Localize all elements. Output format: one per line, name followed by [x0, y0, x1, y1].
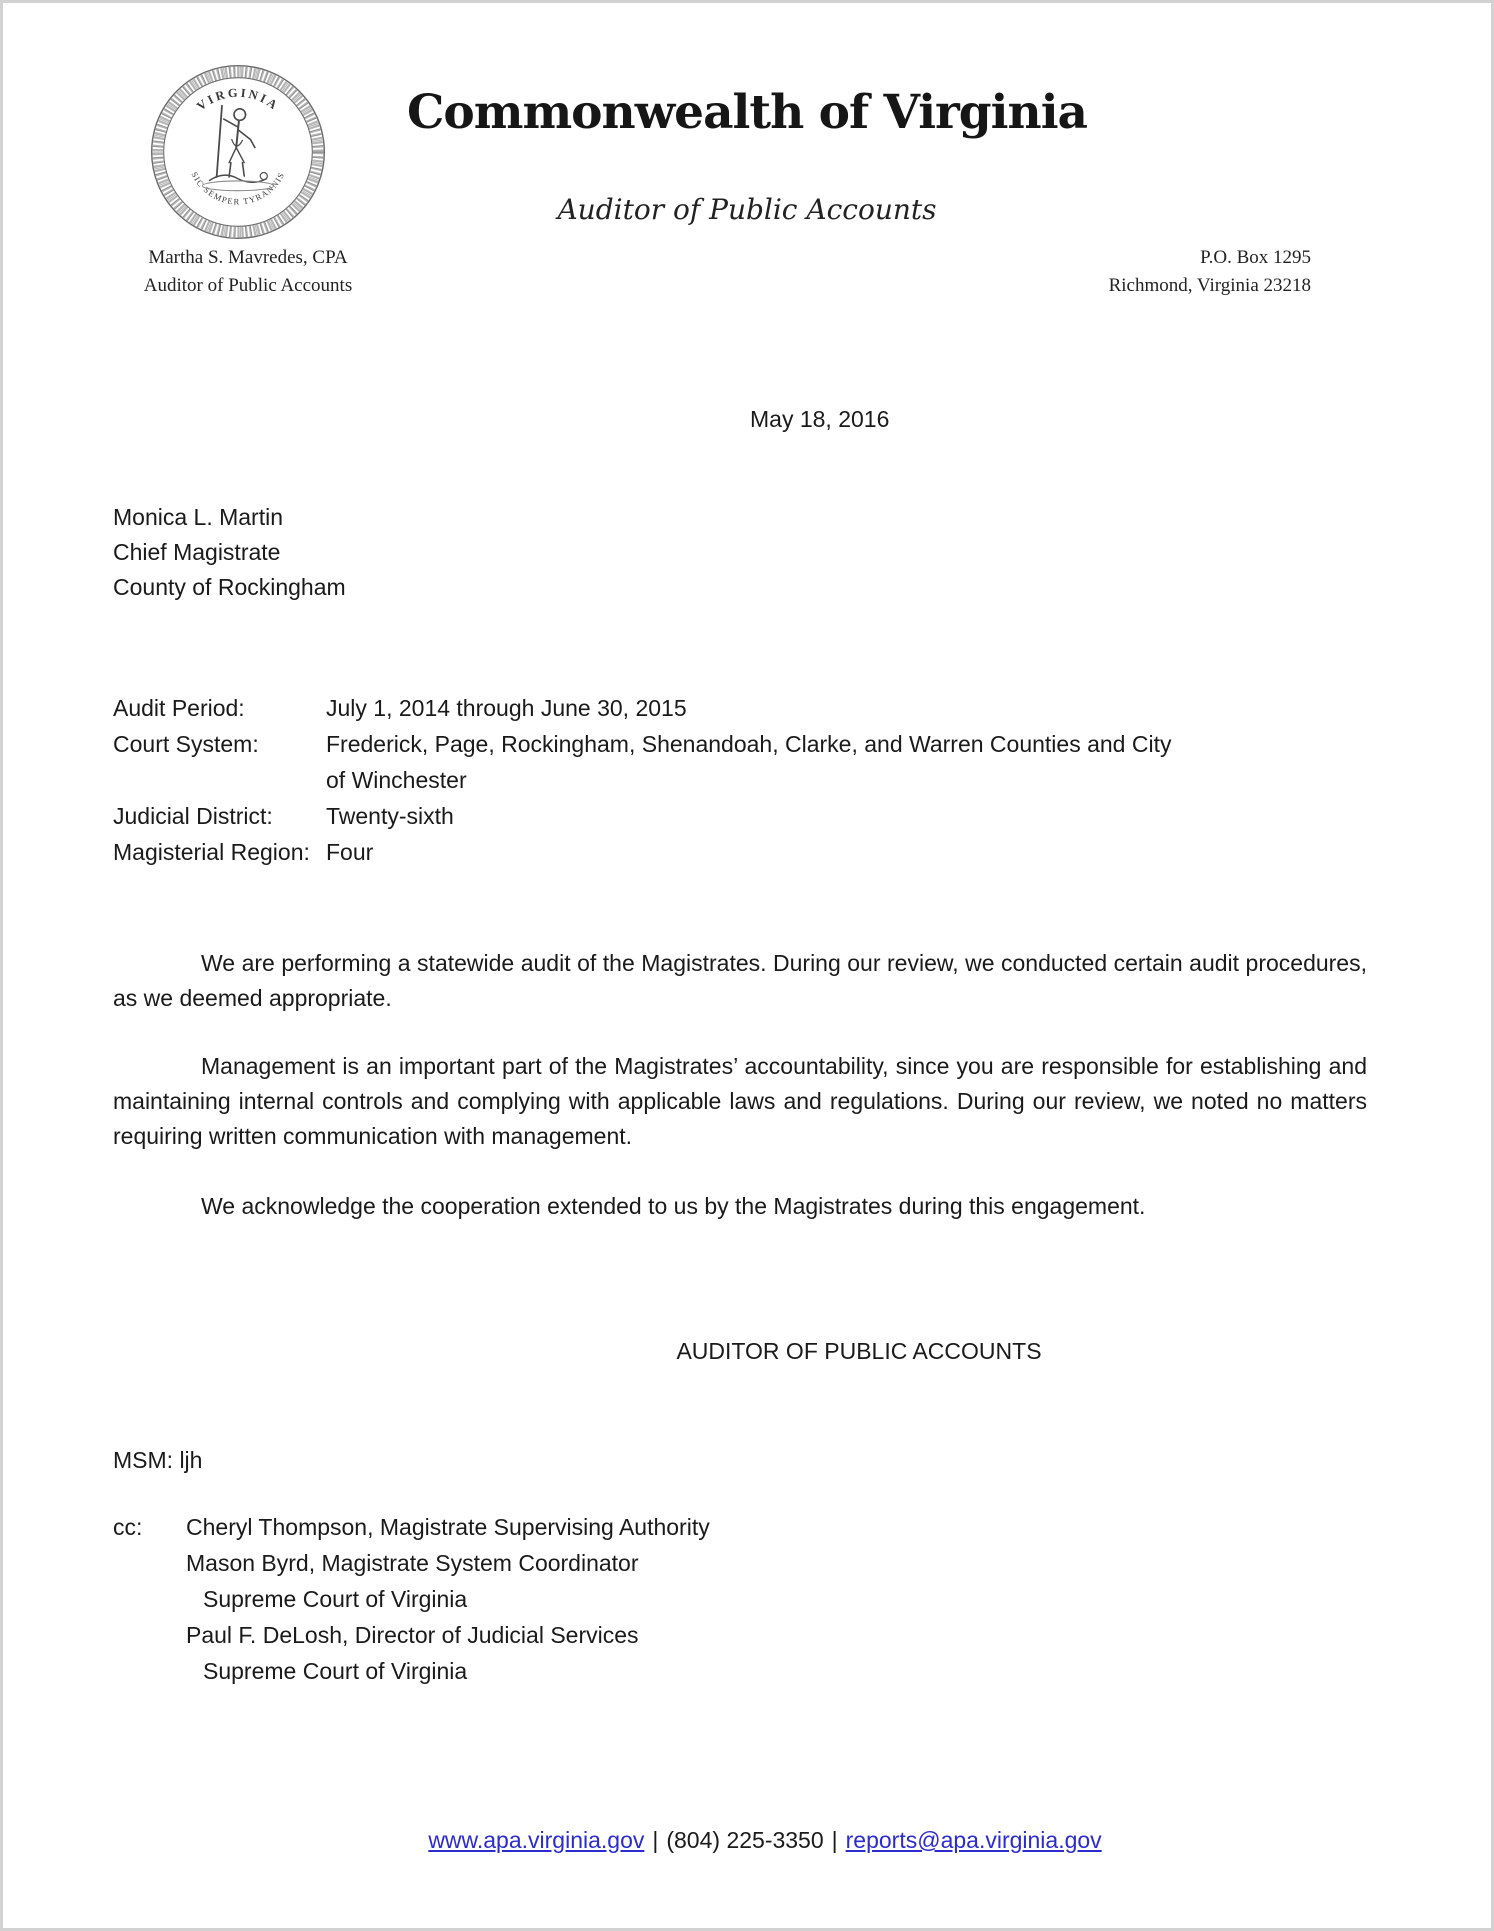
office-address-block: [1109, 244, 1311, 300]
detail-label: Magisterial Region:: [113, 839, 310, 865]
detail-row-audit-period: [113, 690, 1367, 726]
email-link[interactable]: reports@apa.virginia.gov: [845, 1827, 1102, 1853]
detail-value: July 1, 2014 through June 30, 2015: [326, 695, 687, 721]
cc-label: cc:: [113, 1514, 143, 1540]
footer-contact-line: [21, 1823, 1494, 1858]
cc-entry: Mason Byrd, Magistrate System Coordinator: [186, 1550, 639, 1576]
letter-date: May 18, 2016: [750, 406, 890, 432]
footer-separator: |: [652, 1827, 659, 1853]
body-paragraph-2: Management is an important part of the Magistrates’ accountability, since you are responsible for establishing and maintaining internal controls and complying with applicable laws and regulations. During our review, we noted no matters requiring written communication with management.: [113, 1053, 1367, 1149]
detail-label: Audit Period:: [113, 695, 245, 721]
cc-entry-suborg: Supreme Court of Virginia: [203, 1658, 468, 1684]
website-link[interactable]: www.apa.virginia.gov: [428, 1827, 645, 1853]
cc-entry: Paul F. DeLosh, Director of Judicial Services: [186, 1622, 639, 1648]
cc-block: [113, 1509, 710, 1689]
cc-entries: [186, 1509, 710, 1689]
officer-title: Auditor of Public Accounts: [143, 275, 353, 296]
audit-details: [113, 690, 1367, 870]
recipient-name: Monica L. Martin: [113, 504, 284, 530]
cc-entry-suborg: Supreme Court of Virginia: [203, 1586, 468, 1612]
detail-row-court-system: [113, 726, 1367, 798]
letterhead-subtitle: Auditor of Public Accounts: [557, 193, 937, 226]
address-line-1: P.O. Box 1295: [1200, 247, 1311, 268]
recipient-title: Chief Magistrate: [113, 539, 281, 565]
body-paragraph-3: We acknowledge the cooperation extended to us by the Magistrates during this engagement.: [201, 1193, 1146, 1219]
officer-block: [107, 244, 389, 300]
detail-value: of Winchester: [326, 767, 467, 793]
detail-label: Judicial District:: [113, 803, 273, 829]
seal-top-text: VIRGINIA: [194, 85, 282, 114]
signature-organization: AUDITOR OF PUBLIC ACCOUNTS: [676, 1338, 1042, 1364]
recipient-org: County of Rockingham: [113, 574, 346, 600]
phone-number: (804) 225-3350: [666, 1827, 824, 1853]
detail-row-magisterial-region: [113, 834, 1367, 870]
cc-entry: Cheryl Thompson, Magistrate Supervising Authority: [186, 1514, 710, 1540]
reference-initials: MSM: ljh: [113, 1447, 203, 1473]
letterhead-title: Commonwealth of Virginia: [406, 85, 1088, 140]
recipient-block: [113, 500, 346, 605]
detail-label: Court System:: [113, 731, 259, 757]
address-line-2: Richmond, Virginia 23218: [1108, 275, 1311, 296]
body-paragraph-1: We are performing a statewide audit of the Magistrates. During our review, we conducted certain audit procedures, as we deemed appropriate.: [113, 950, 1367, 1011]
officer-name: Martha S. Mavredes, CPA: [148, 247, 348, 268]
detail-value: Four: [326, 839, 374, 865]
seal-bottom-text: SIC SEMPER TYRANNIS: [189, 170, 287, 207]
footer-separator: |: [831, 1827, 838, 1853]
detail-row-judicial-district: [113, 798, 1367, 834]
detail-value: Frederick, Page, Rockingham, Shenandoah, Clarke, and Warren Counties and City: [326, 731, 1172, 757]
detail-value: Twenty-sixth: [326, 803, 454, 829]
